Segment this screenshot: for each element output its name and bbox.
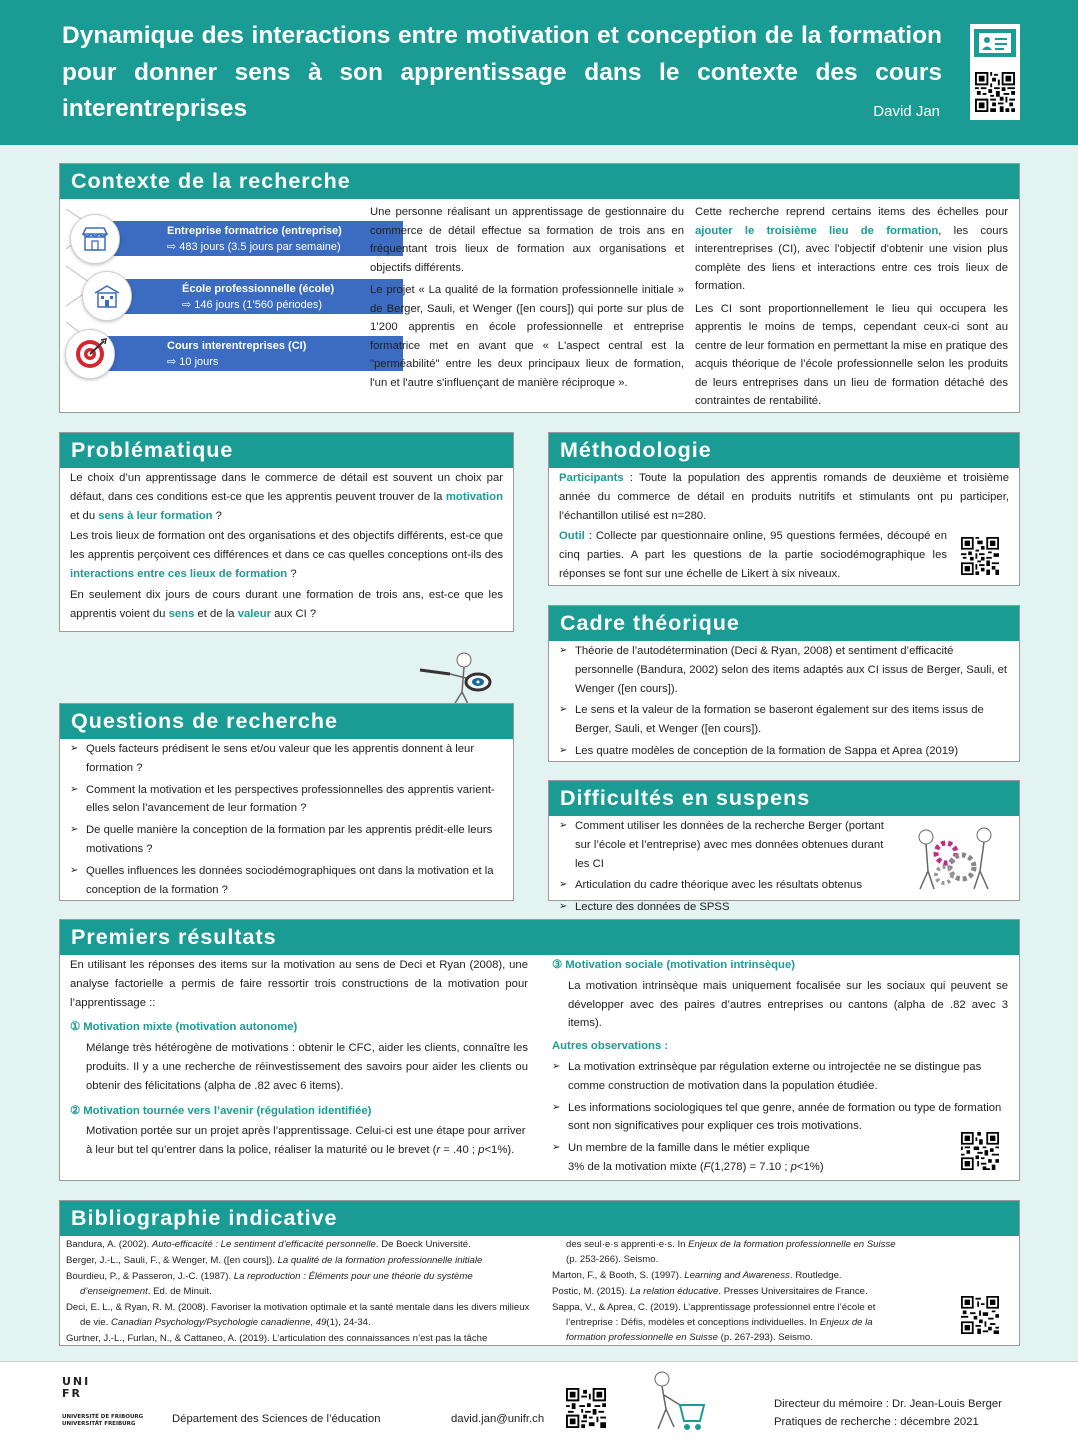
target-icon [65, 329, 115, 379]
text: Le choix d’un apprentissage dans le commerce de détail est souvent un choix par défaut, dans ces conditions est-ce que les apprentis peuvent trouver de la [70, 472, 503, 503]
text: La qualité de la formation professionnelle initiale [277, 1255, 483, 1266]
text: Postic, M. (2015). [552, 1286, 630, 1297]
place-detail: ⇨ 10 jours [167, 356, 219, 368]
place-detail: ⇨ 146 jours (1’560 périodes) [182, 299, 323, 311]
biblio-entry [552, 1284, 897, 1299]
methodologie-body [559, 469, 1009, 586]
text: p [478, 1144, 485, 1157]
highlight: motivation [445, 490, 503, 503]
text: des seul·e·s apprenti·e·s. In [566, 1239, 689, 1250]
paragraph: Une personne réalisant un apprentissage de gestionnaire du commerce de détail effectue sa formation de trois ans en fréquentant trois lieux de formation aux organisations et objectifs différents. [370, 206, 684, 274]
qr-code-icon [961, 537, 999, 575]
highlight: Participants [559, 472, 624, 484]
subheading: ② Motivation tournée vers l’avenir (régulation identifiée) [70, 1104, 372, 1117]
text: Marton, F., & Booth, S. (1997). [552, 1270, 685, 1281]
highlight: valeur [237, 607, 271, 620]
section-title: Problématique [60, 433, 513, 468]
highlight: ajouter le troisième lieu de formation [695, 224, 939, 237]
course: Pratiques de recherche : décembre 2021 [774, 1416, 979, 1428]
paragraph: Le projet « La qualité de la formation professionnelle initiale » de Berger, Sauli, et Wenger ([en cours]) qui porte sur plus de 1’200 apprentis en école professionnelle et entreprise formatrice met en avant que « L'aspect central est la "perméabilité" entre les deux principaux lieux de formation, l'un et l'autre s'influençant de manière réciproque ». [370, 284, 684, 389]
logo-text: UNIVERSITÉ DE FRIBOURG [62, 1414, 144, 1420]
section-resultats [59, 919, 1020, 1181]
text: Learning and Awareness [684, 1270, 790, 1281]
department: Département des Sciences de l’éducation [172, 1413, 381, 1425]
poster-title: Dynamique des interactions entre motivation et conception de la formation pour donner sens à son apprentissage dans le contexte des cours interentreprises [62, 22, 942, 122]
place-name: Cours interentreprises (CI) [167, 340, 307, 352]
text: ? [287, 567, 297, 580]
resultats-col1 [70, 956, 528, 1162]
biblio-entry [66, 1269, 536, 1299]
list-item: ➢ Théorie de l’autodétermination (Deci & Ryan, 2008) et sentiment d’efficacité personnelle (Bandura, 2002) selon des items adaptés aux CI issus de Berger, Sauli, et Wenger ([en cours]). [559, 642, 1009, 698]
biblio-entry [552, 1300, 897, 1345]
section-cadre [548, 605, 1020, 762]
section-contexte [59, 163, 1020, 413]
section-title: Cadre théorique [549, 606, 1019, 641]
biblio-left [66, 1237, 536, 1347]
poster-footer [0, 1361, 1078, 1441]
author: David Jan [873, 103, 940, 120]
text: Gurtner, J.-L., Furlan, N., & Cattaneo, A. (2019). L’articulation des connaissances n’est pas la tâche [66, 1333, 488, 1344]
poster-header [0, 0, 1078, 145]
biblio-entry [66, 1237, 536, 1252]
list-item: ➢ La motivation extrinsèque par régulation externe ou introjectée ne se distingue pas comme construction de motivation dans la population étudiée. [552, 1058, 1008, 1096]
highlight: Outil [559, 530, 585, 543]
text: Sappa, V., & Aprea, C. (2019). L’apprentissage professionnel entre l’école et l’entreprise : Défis, modèles et conceptions individuelles. In [552, 1302, 876, 1328]
paragraph [695, 203, 1008, 296]
section-questions [59, 703, 514, 901]
list-item: ➢ Articulation du cadre théorique avec les résultats obtenus [559, 876, 869, 895]
difficultes-body [559, 817, 884, 920]
subheading: Autres observations : [552, 1040, 669, 1053]
director: Directeur du mémoire : Dr. Jean-Louis Berger [774, 1398, 1002, 1410]
text: r [436, 1144, 441, 1157]
text: p [790, 1160, 797, 1173]
cadre-body [559, 642, 1009, 764]
place-ecole [107, 279, 403, 314]
contexte-col1 [370, 203, 684, 394]
qr-code-icon [961, 1296, 999, 1334]
text: . Routledge. [789, 1270, 842, 1281]
qr-code-icon [961, 1132, 999, 1170]
text: aux CI ? [271, 607, 317, 620]
paragraph [559, 469, 1009, 525]
text: Enjeux de la formation professionnelle en Suisse [566, 1317, 873, 1343]
text: Canadian Psychology/Psychologie canadienne, 49 [110, 1317, 327, 1328]
highlight: sens [168, 607, 195, 620]
text: La relation éducative [629, 1286, 719, 1297]
list-item: ➢ Les quatre modèles de conception de la formation de Sappa et Aprea (2019) [559, 742, 1009, 761]
list-item: ➢ Les informations sociologiques tel que genre, année de formation ou type de formation sont non significatives pour expliquer ces trois motivations. [552, 1099, 1008, 1137]
text: (p. 267-293). Seismo. [718, 1332, 813, 1343]
section-methodologie [548, 432, 1020, 586]
qr-code-icon [975, 72, 1015, 112]
section-title: Méthodologie [549, 433, 1019, 468]
place-entreprise [107, 221, 403, 256]
biblio-right [552, 1237, 897, 1346]
text: <1%) [796, 1160, 824, 1173]
paragraph [70, 527, 503, 583]
place-ci [107, 336, 403, 371]
text: <1%). [484, 1144, 515, 1157]
list-item: ➢ Comment utiliser les données de la recherche Berger (portant sur l’école et l’entreprise) avec mes données obtenues durant les CI [559, 817, 889, 873]
section-title: Bibliographie indicative [60, 1201, 1019, 1236]
cart-illustration [640, 1367, 710, 1437]
text: Bourdieu, P., & Passeron, J.-C. (1987). [66, 1271, 234, 1282]
text: (p. 253-266). Seismo. [566, 1254, 659, 1265]
logo-text: UNIVERSITÄT FREIBURG [62, 1421, 136, 1427]
list-item: ➢ Lecture des données de SPSS [559, 898, 869, 917]
text: , les cours interentreprises (CI), avec l'objectif d'obtenir une vision plus complète des liens et interactions entre ces trois lieux de formation. [695, 224, 1008, 292]
place-name: Entreprise formatrice (entreprise) [167, 225, 342, 237]
text: En seulement dix jours de cours durant une formation de trois ans, est-ce que les apprentis voient du [70, 588, 503, 620]
text: . Presses Universitaires de France. [718, 1286, 868, 1297]
list-item: ➢ Comment la motivation et les perspectives professionnelles des apprentis varient-elles selon l’avancement de leur formation ? [70, 781, 503, 819]
school-icon [82, 271, 132, 321]
text: Auto-efficacité : Le sentiment d’efficacité personnelle [151, 1239, 376, 1250]
section-problematique [59, 432, 514, 632]
text: Motivation portée sur un projet après l’apprentissage. Celui-ci est une étape pour arriver à leur but tel qu’entrer dans la police, réaliser la maturité ou le brevet ( [86, 1125, 526, 1157]
subheading: ① Motivation mixte (motivation autonome) [70, 1021, 298, 1034]
text: : Toute la population des apprentis romands de deuxième et troisième année du commerce de détail en produits nutritifs et stimulants ont pu participer, l’échantillon utilisé est n=280. [559, 472, 1009, 522]
text: La reproduction : Éléments pour une théorie du système d’enseignement [80, 1271, 473, 1297]
text: Enjeux de la formation professionnelle en Suisse [688, 1239, 896, 1250]
text: Deci, E. L., & Ryan, R. M. (2008). Favoriser la motivation optimale et la santé mentale dans les divers milieux de vie. [66, 1302, 530, 1328]
text: . De Boeck Université. [375, 1239, 471, 1250]
biblio-entry [552, 1237, 897, 1267]
text: et de la [194, 607, 238, 620]
questions-body [70, 740, 503, 902]
biblio-entry [66, 1253, 536, 1268]
section-title: Questions de recherche [60, 704, 513, 739]
list-item: ➢ Quelles influences les données sociodémographiques ont dans la motivation et la conception de la formation ? [70, 862, 503, 900]
text: (1), 24-34. [326, 1317, 371, 1328]
text: (1,278) = 7.10 ; [710, 1160, 791, 1173]
list-item [552, 1139, 1008, 1177]
email-link[interactable]: david.jan@unifr.ch [451, 1413, 545, 1425]
paragraph [559, 527, 1009, 583]
gears-illustration [904, 823, 1004, 893]
section-title: Premiers résultats [60, 920, 1019, 955]
section-bibliographie [59, 1200, 1020, 1346]
paragraph: En utilisant les réponses des items sur la motivation au sens de Deci et Ryan (2008), une analyse factorielle a permis de faire ressortir trois constructions de la motivation pour l’apprentissage :: [70, 959, 528, 1009]
highlight: sens à leur formation [98, 509, 213, 522]
section-title: Contexte de la recherche [60, 164, 1019, 199]
biblio-entry [66, 1300, 536, 1330]
text: Les trois lieux de formation ont des organisations et des objectifs différents, est-ce que les apprentis perçoivent ces différences et dans ce cas quelles conceptions ont-ils des [70, 530, 503, 562]
logo-text: FR [62, 1387, 82, 1400]
text: Berger, J.-L., Sauli, F., & Wenger, M. ([en cours]). [66, 1255, 278, 1266]
unifr-logo [62, 1376, 143, 1428]
paragraph [70, 586, 503, 624]
paragraph: La motivation intrinsèque mais uniquement focalisée sur les sociaux qui peuvent se développer avec des paires d’autres entreprises ou cantons (alpha de .82 avec 3 items). [568, 979, 1008, 1030]
qr-code-icon [566, 1388, 606, 1428]
text: Cette recherche reprend certains items des échelles pour [695, 206, 1008, 218]
paragraph: Les CI sont proportionnellement le lieu qui occupera les apprentis le moins de temps, cependant ceux-ci sont au centre de leur formation en permettant la mise en pratique des acquis théorique de l’école professionnelle selon les produits de leurs entreprises dans un lieu de formation détaché des contraintes de rentabilité. [695, 302, 1008, 407]
list-item: ➢ De quelle manière la conception de la formation par les apprentis prédit-elle leurs motivations ? [70, 821, 503, 859]
section-title: Difficultés en suspens [549, 781, 1019, 816]
contexte-col2 [695, 203, 1008, 413]
text: Un membre de la famille dans le métier explique 3% de la motivation mixte ( [568, 1142, 810, 1173]
paragraph: Mélange très hétérogène de motivations : obtenir le CFC, aider les clients, connaître les produits. Il y a une recherche de réinvestissement des savoirs pour aider les clients ou obtenir des félicitations (alpha de .82 avec 6 items). [86, 1042, 528, 1092]
problematique-body [70, 469, 503, 625]
text: Bandura, A. (2002). [66, 1239, 152, 1250]
footer-info [774, 1395, 1002, 1431]
biblio-entry [552, 1268, 897, 1283]
text: F [703, 1160, 711, 1173]
paragraph [70, 469, 503, 525]
place-name: École professionnelle (école) [182, 283, 335, 295]
header-badge [970, 24, 1020, 120]
resultats-col2 [552, 956, 1008, 1180]
highlight: interactions entre ces lieux de formation [70, 567, 288, 580]
biblio-entry [66, 1331, 536, 1346]
subheading: ③ Motivation sociale (motivation intrinsèque) [552, 959, 795, 971]
text: : Collecte par questionnaire online, 95 questions fermées, découpé en cinq parties. A part les questions de la partie sociodémographique les réponses se font sur une échelle de Likert à six niveaux. [559, 530, 947, 580]
logo-text: UNI [62, 1375, 91, 1388]
place-detail: ⇨ 483 jours (3.5 jours par semaine) [167, 241, 341, 253]
list-item: ➢ Quels facteurs prédisent le sens et/ou valeur que les apprentis donnent à leur formation ? [70, 740, 503, 778]
text: ? [212, 509, 222, 522]
section-difficultes [548, 780, 1020, 914]
text: . Ed. de Minuit. [147, 1286, 212, 1297]
list-item: ➢ Le sens et la valeur de la formation se baseront également sur des items issus de Berger, Sauli, et Wenger ([en cours]). [559, 701, 1009, 739]
text: et du [70, 509, 99, 522]
shop-icon [70, 214, 120, 264]
text: = .40 ; [440, 1144, 479, 1157]
paragraph [70, 1122, 528, 1160]
